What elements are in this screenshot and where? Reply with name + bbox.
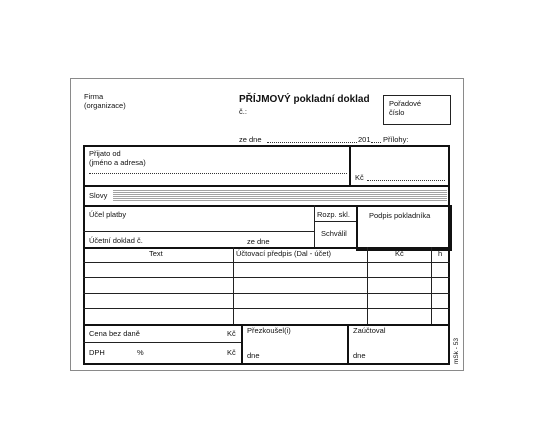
slovy-field[interactable]: [113, 190, 447, 201]
kc-label: Kč: [355, 173, 364, 182]
cislo-label: č.:: [239, 107, 247, 116]
ucel-platby-label: Účel platby: [89, 210, 127, 219]
prijato-od-label: Přijato od: [89, 149, 121, 158]
dne-label-1: dne: [247, 351, 260, 360]
col-h-header: h: [438, 249, 443, 258]
divider: [431, 247, 432, 324]
cislo-word-label: číslo: [389, 108, 405, 117]
divider: [349, 145, 351, 185]
table-row[interactable]: [83, 308, 450, 309]
kc-label-1: Kč: [227, 329, 236, 338]
receipt-form: [70, 78, 464, 371]
firma-label: Firma: [84, 92, 104, 101]
poradove-cislo-box[interactable]: [383, 95, 451, 125]
date-line[interactable]: [267, 142, 357, 143]
divider: [83, 185, 450, 187]
ucetni-doklad-label: Účetní doklad č.: [89, 236, 143, 245]
document-title: PŘÍJMOVÝ pokladní doklad: [239, 94, 370, 105]
percent-label: %: [137, 348, 144, 357]
podpis-pokladnika-box[interactable]: [356, 205, 452, 251]
divider: [314, 221, 356, 222]
divider: [314, 205, 315, 247]
table-row[interactable]: [83, 277, 450, 278]
kc-label-2: Kč: [227, 348, 236, 357]
year-label: 201: [358, 135, 371, 144]
year-line[interactable]: [371, 142, 381, 143]
divider: [233, 247, 234, 324]
prezkousel-label: Přezkoušel(i): [247, 326, 291, 335]
table-row[interactable]: [83, 262, 450, 263]
table-row[interactable]: [83, 293, 450, 294]
divider: [83, 231, 314, 232]
col-text-header: Text: [149, 249, 163, 258]
ze-dne-label: ze dne: [239, 135, 262, 144]
divider: [347, 324, 349, 365]
rozp-skl-label: Rozp. skl.: [317, 210, 350, 219]
podpis-pokladnika-label: Podpis pokladníka: [369, 211, 431, 220]
divider: [241, 324, 243, 365]
ze-dne-label-2: ze dne: [247, 237, 270, 246]
jmeno-adresa-label: (jméno a adresa): [89, 158, 146, 167]
slovy-label: Slovy: [89, 191, 108, 200]
col-kc-header: Kč: [395, 249, 404, 258]
jmeno-line[interactable]: [89, 173, 347, 174]
schvalil-label: Schválil: [321, 229, 347, 238]
col-predpis-header: Účtovací předpis (Dal - účet): [236, 249, 332, 258]
cena-bez-dane-label: Cena bez daně: [89, 329, 140, 338]
kc-amount-line[interactable]: [367, 180, 445, 181]
divider: [83, 342, 241, 343]
form-code: mSk - 53: [453, 337, 460, 364]
dph-label: DPH: [89, 348, 105, 357]
divider: [367, 247, 368, 324]
prilohy-label: Přílohy:: [383, 135, 409, 144]
zauctoval-label: Zaúčtoval: [353, 326, 386, 335]
poradove-label: Pořadové: [389, 99, 422, 108]
organizace-label: (organizace): [84, 101, 126, 110]
dne-label-2: dne: [353, 351, 366, 360]
